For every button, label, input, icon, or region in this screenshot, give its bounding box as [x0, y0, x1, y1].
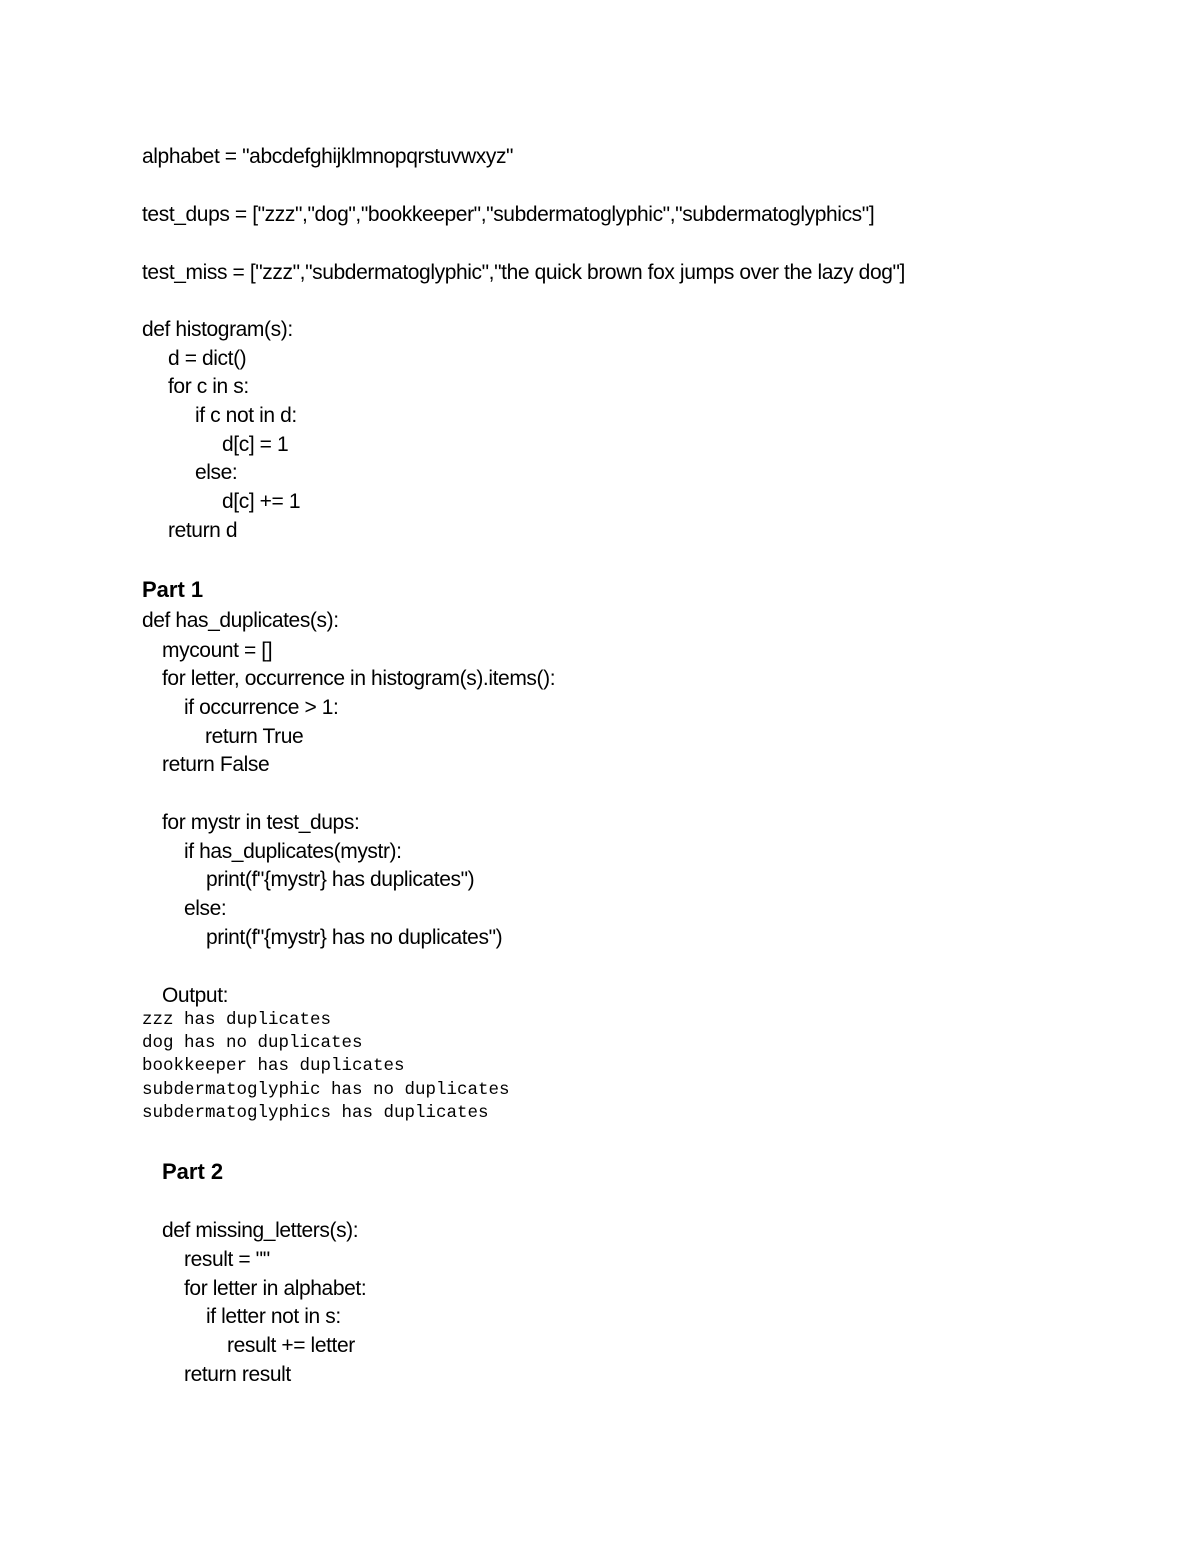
code-line: else:: [195, 461, 238, 484]
test-dups-definition: test_dups = ["zzz","dog","bookkeeper","subdermatoglyphic","subdermatoglyphics"]: [142, 203, 875, 226]
alphabet-definition: alphabet = "abcdefghijklmnopqrstuvwxyz": [142, 145, 514, 168]
code-line: for letter, occurrence in histogram(s).items():: [162, 667, 556, 690]
code-line: d[c] = 1: [222, 433, 289, 456]
code-line: mycount = []: [162, 639, 273, 662]
test-miss-definition: test_miss = ["zzz","subdermatoglyphic","the quick brown fox jumps over the lazy dog"]: [142, 261, 905, 284]
code-line: if occurrence > 1:: [184, 696, 339, 719]
output-line: subdermatoglyphics has duplicates: [142, 1103, 489, 1123]
code-line: return True: [205, 725, 304, 748]
output-line: bookkeeper has duplicates: [142, 1056, 405, 1076]
code-line: if has_duplicates(mystr):: [184, 840, 402, 863]
code-line: if c not in d:: [195, 404, 297, 427]
part1-heading: Part 1: [142, 577, 204, 602]
code-line: def histogram(s):: [142, 318, 293, 341]
code-line: for letter in alphabet:: [184, 1277, 367, 1300]
code-line: d = dict(): [168, 347, 247, 370]
code-line: def missing_letters(s):: [162, 1219, 359, 1242]
code-line: return d: [168, 519, 238, 542]
output-label: Output:: [162, 984, 229, 1007]
code-line: for mystr in test_dups:: [162, 811, 360, 834]
output-line: dog has no duplicates: [142, 1033, 363, 1053]
code-line: d[c] += 1: [222, 490, 301, 513]
code-line: result = "": [184, 1248, 270, 1271]
code-line: else:: [184, 897, 227, 920]
code-line: print(f"{mystr} has duplicates"): [206, 868, 475, 891]
output-line: zzz has duplicates: [142, 1010, 332, 1030]
code-line: def has_duplicates(s):: [142, 609, 339, 632]
code-line: result += letter: [227, 1334, 355, 1357]
code-line: return False: [162, 753, 270, 776]
code-line: print(f"{mystr} has no duplicates"): [206, 926, 503, 949]
part2-heading: Part 2: [162, 1159, 224, 1184]
code-line: if letter not in s:: [206, 1305, 341, 1328]
output-line: subdermatoglyphic has no duplicates: [142, 1080, 510, 1100]
code-line: return result: [184, 1363, 291, 1386]
code-line: for c in s:: [168, 375, 249, 398]
